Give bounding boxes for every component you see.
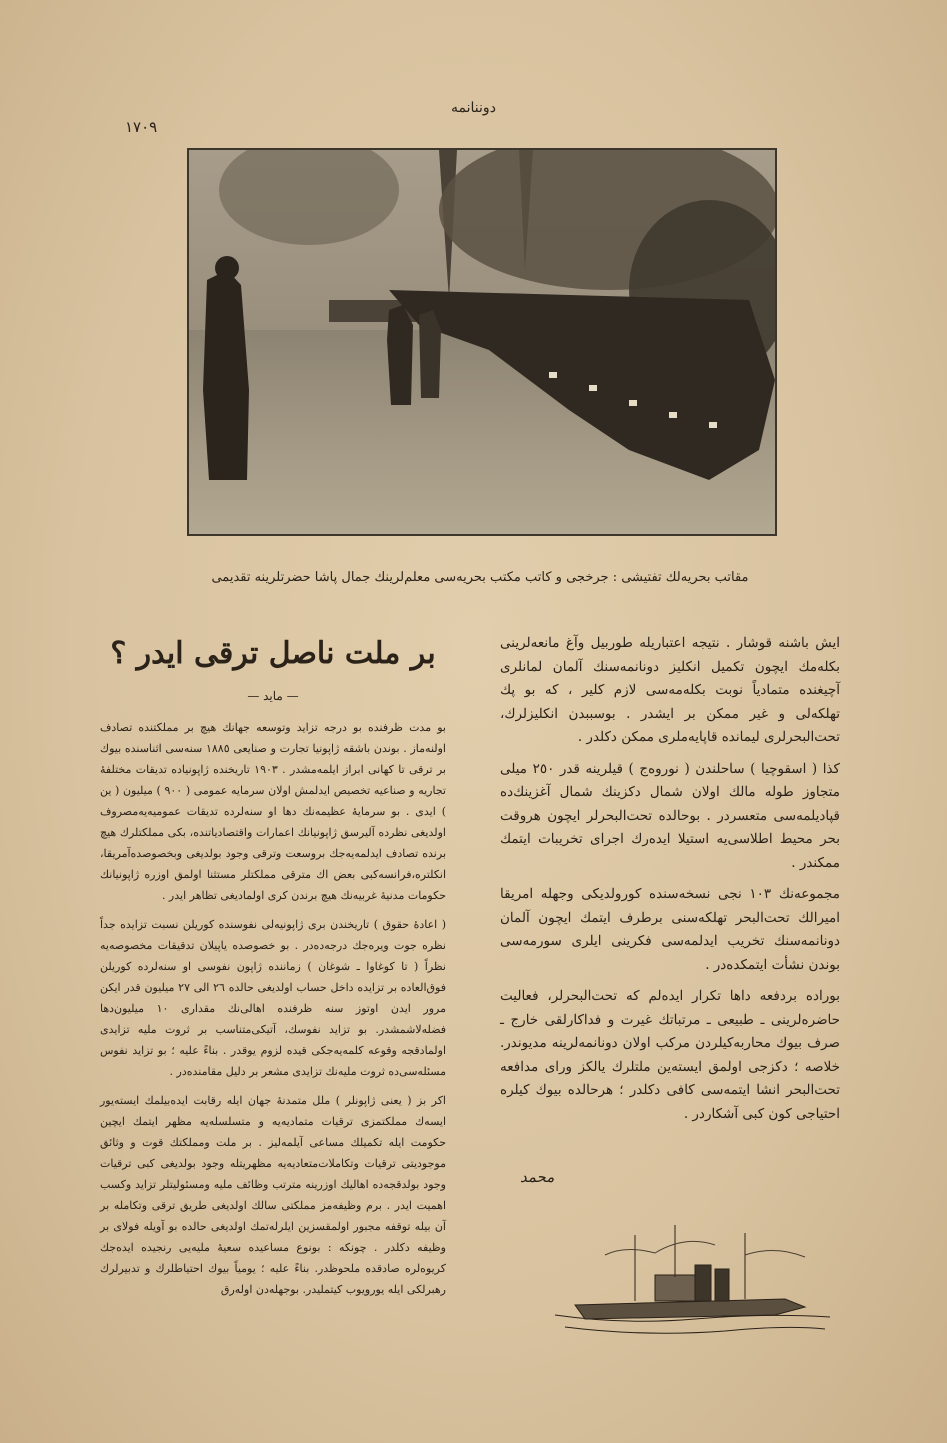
left-paragraph-3: اكر بز ( یعنی ژاپونلر ) ملل متمدنهٔ جهان ایله رقابت ایده‌بیلمك ایسته‌یور ایسه‌ك مملكتمزی ترقیات متمادیه‌یه و متسلسله‌یه مظهر ایتمك ایچین حكومت ایله تكمیلك مساعی آیلمه‌لیز . بر ملت ومملكتك قوت و وثائق موجودیتی ترقیات وتكاملات‌متعادیه‌یه مظهریتله وجود بولدیغی كبی ترقیات وجود بولدقجه‌ده اهالیك اوزرینه مترتب وظائف ملیه ومسئولیتلر تزاید وكسب اهمیت ایدر . برم وظیفه‌مز مملكتی سالك اولدیغی طریق ترقی وتكامله بر آن بیله توقفه مجبور اولمقسزین ایلرله‌تمك اولدیغی حالده بو آویله فولای بر وظیفه دكلدر . چونكه : بونوع مساعیده سعیهٔ ملیه‌یی رنجیده ایده‌جك كریوه‌لره صادقده ملحوظدر. بناءً علیه ؛ یومیاً بیوك احتیاطلرك و تدبیرلرك رهبرلكی ایله یورویوب كیتملیدر. بوجهله‌دن اوله‌رق: [100, 1094, 446, 1296]
page-header-title: دوننانمه: [451, 100, 496, 116]
article-title: بر ملت ناصل ترقی ایدر ؟: [110, 636, 436, 671]
right-paragraph-4: بورادە بردفعه داها تكرار ایده‌لم كه تحت‌البحرلر، فعالیت حاضره‌لرینی ـ طبیعی ـ مرتباتك غیرت و فداكارلقی خارج ـ صرف بیوك محاربه‌كیلردن مركب اولان دونانمه‌لرینه مدیوندر. خلاصه ؛ دكزجی اولمق ایسته‌ین ملتلرك یالكز ورای مدافعه تحت‌البحر انشا ایتمه‌سی كافی دكلدر ؛ هرحالده بیوك كیلره احتیاجی كون كبی آشكاردر .: [500, 988, 840, 1122]
left-column-article: [100, 632, 446, 1308]
photo-caption: مقاتب بحریه‌لك تفتیشی : جرخجی و كاتب مكتب بحریه‌سی معلم‌لرینك جمال پاشا حضرتلرینه تقدیمی: [211, 570, 749, 585]
left-paragraph-2: ( اعادهٔ حقوق ) تاریخندن بری ژاپونیه‌لی نفوسنده كوریلن نسبت تزایده جداً نظره جوت ویره‌جك درجه‌ده‌در . بو خصوصده یاپیلان تدقیقات مخصوصه‌یه نظراً ( تا كوغاوا ـ شوغان ) زماننده ژاپون نفوسی او سنه‌لرده كوریلن فوق‌العاده بر تزایده داخل حساب اولدیغی حالده ٢٦ الی ٢٧ میلیون قدر ایكن مرور ایدن اوتوز سنه ظرفنده اهالی‌نك مقداری ١٠ میلیون‌دها فضله‌لاشمشدر. بو تزاید نفوسك، آتیكی‌متناسب بر ثروت ملیه تزایدی اولمادقجه وقوعه كلمه‌یه‌جكی قیده لزوم یوقدر . بناءً علیه ؛ بو تزاید نفوس مسئله‌سی‌ده ثروت ملیه‌نك تزایدی مشعر بر دلیل مقامنده‌در .: [100, 918, 446, 1078]
warship-illustration: [545, 1215, 835, 1345]
right-paragraph-3: مجموعه‌نك ١٠٣ نجی نسخه‌سنده كورولدیكی وجهله امریقا امیرالك تحت‌البحر تهلكه‌سنی برطرف ایتمك ایچون آلمان دونانمه‌سنك تخریب ایدلمه‌سی فكرینی ایلری سورمه‌سی بوندن نشأت ایتمكده‌در .: [500, 886, 840, 973]
right-column-article: [500, 632, 840, 1134]
article-author: — ماید —: [247, 689, 299, 703]
author-signature: محمد: [520, 1168, 555, 1186]
halftone-photograph: [187, 148, 777, 536]
left-paragraph-1: بو مدت ظرفنده بو درجه تزاید وتوسعه جهانك هیچ بر مملكتنده تصادف اولنه‌ماز . بوندن باشقه ژاپونیا تجارت و صنایعی ١٨٨٥ سنه‌سی اثناسنده بیوك بر ترقی تا كهانی ابراز ایلمه‌مشدر . ١٩٠٣ تاریخنده ژاپونیاده تدیقات مختلفهٔ تجاریه و صناعیه تخصیص ایدلمش اولان سرمایه عمومی ( ٩٠٠ ) میلیون ( ین ) ایدی . بو سرمایهٔ عظیمه‌نك دها او سنه‌لرده تدیقات عمومیه‌یه‌مصروف اولدیغی نظرده آلیرسق ژاپونیانك اعمارات واقتصادیاتنده، بكی مملكتلرك هیچ برنده تصادف ایدلمه‌یه‌جك بروسعت وترقی وجود بولدیغی وبخصوصده‌آمریقا، انكلتره،فرانسه‌كبی بعض اك مترقی مملكتلر مستثنا اولمق اوزره ژاپونیانك حكومات مدنیهٔ غربیه‌نك هیچ برندن كری اولمادیغی تظاهر ایدر .: [100, 721, 446, 902]
right-paragraph-1: ایش باشنه قوشار . نتیجه اعتباریله طوربیل وآغ مانعه‌لرینی بكله‌مك ایچون تكمیل انكلیز دونانمه‌سنك آلمان لمانلری آچیغنده متمادیاً نوبت بكله‌مه‌سی لازم كلیر ، كه بو پك تهلكه‌لی و غیر ممكن بر ایشدر . بوسببدن انكلیزلرك، تحت‌البحرلری لیمانده قاپایه‌ملری ممكن دكلدر .: [500, 635, 840, 745]
right-paragraph-2: كذا ( اسقوچیا ) ساحلندن ( نوروه‌ج ) قیلرینه قدر ٢٥٠ میلی متجاوز طوله مالك اولان شمال دكزینك شمال آغزینك‌ده قپادیلمه‌سی متعسردر . بوحالده تحت‌البحرلر ایچون هروقت بحر محیط اطلاسی‌یه استیلا ایده‌رك اجرای تخریبات ایتمك ممكندر .: [500, 760, 840, 871]
page-number: ١٧٠٩: [125, 118, 158, 136]
